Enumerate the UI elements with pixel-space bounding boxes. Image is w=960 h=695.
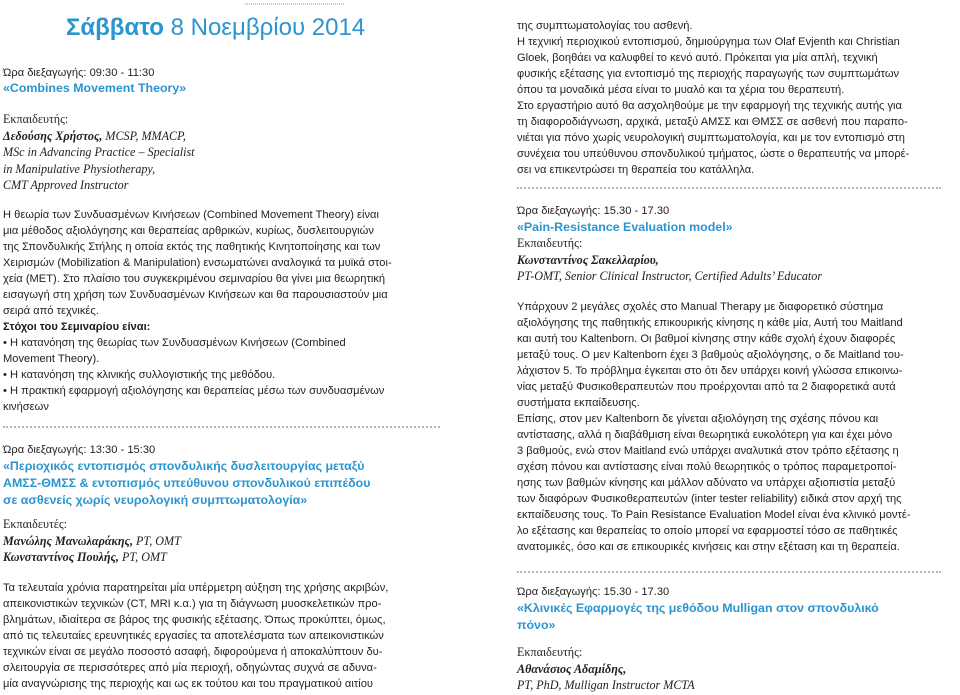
section-divider: [517, 187, 941, 189]
text-line: σει να επικεντρώσει τη θεραπεία του κατάλληλα.: [517, 164, 755, 176]
session4-time: Ώρα διεξαγωγής: 15.30 - 17.30: [517, 586, 670, 598]
instructor-label: Εκπαιδευτής:: [3, 112, 69, 126]
instructor-credential: PT-OMT, Senior Clinical Instructor, Certified Adults’ Educator: [517, 269, 823, 283]
top-decorative-bar: [245, 3, 345, 5]
session3-title: «Pain-Resistance Evaluation model»: [517, 220, 733, 234]
text-line: Η τεχνική περιοχικού εντοπισμού, δημιούργημα των Olaf Evjenth και Christian: [517, 36, 900, 48]
text-line: φυσικής εξέτασης για εντοπισμό της περιοχής παραγωγής των συμπτωμάτων: [517, 68, 900, 80]
text-line: νιέται για πόνο χωρίς νευρολογική συμπτωματολογία, και με τον εντοπισμό στη: [517, 132, 905, 144]
session3-time: Ώρα διεξαγωγής: 15.30 - 17.30: [517, 205, 670, 217]
text-line: Στο εργαστήριο αυτό θα ασχοληθούμε με την εφαρμογή της τεχνικής αυτής για: [517, 100, 902, 112]
goal-item-continued: Movement Theory).: [3, 353, 100, 365]
day-heading: [66, 14, 365, 42]
text-line: μία αναγνώρισης της περιοχής και ως εκ τούτου και του πραγματικού αιτίου: [3, 678, 374, 690]
instructor-credential: MSc in Advancing Practice – Specialist: [3, 145, 195, 159]
instructor-credential: PT, OMT: [132, 533, 181, 548]
text-line: όπου τα μοναδικά μέσα είναι το μυαλό και τα χέρια του θεραπευτή.: [517, 84, 845, 96]
session1-time: Ώρα διεξαγωγής: 09:30 - 11:30: [3, 67, 155, 79]
text-line: της συμπτωματολογίας του ασθενή.: [517, 20, 693, 32]
text-line: και αυτή του Kaltenborn. Οι βαθμοί κίνησης στην κάθε σχολή έχουν διαφορές: [517, 333, 896, 345]
text-line: ανατομικές, όσο και σε επικουρικές κινήσεις και στην εξέταση και τη θεραπεία.: [517, 541, 900, 553]
text-line: απεικονιστικών τεχνικών (CT, MRI κ.α.) για τη διάγνωση μυοσκελετικών προ-: [3, 598, 382, 610]
instructor-credential: in Manipulative Physiotherapy,: [3, 161, 156, 176]
instructor-name: Κωνσταντίνος Σακελλαρίου,: [517, 252, 659, 267]
title-line: «Περιοχικός εντοπισμός σπονδυλικής δυσλειτουργίας μεταξύ: [3, 459, 365, 473]
text-line: 3 βαθμούς, ενώ στον Maitland ενώ υπάρχει αναλυτικά στον τρόπο εξέτασης η: [517, 445, 899, 457]
instructor-credential: CMT Approved Instructor: [3, 178, 129, 192]
instructor-line: [3, 128, 195, 145]
day-name: Σάββατο: [66, 14, 164, 41]
text-line: των διαφόρων Φυσικοθεραπευτών (inter tester reliability) ειδικά στον αρχή της: [517, 493, 902, 505]
text-line: σειρά από τεχνικές.: [3, 305, 99, 317]
session1-goals: [3, 319, 455, 415]
session4-title: [517, 600, 879, 634]
session2-description-continued: [517, 18, 960, 178]
text-line: μια μέθοδος αξιολόγησης και θεραπείας αρθρικών, κυρίως, δυσλειτουργιών: [3, 225, 374, 237]
title-line: πόνο»: [517, 618, 556, 632]
text-line: Τα τελευταία χρόνια παρατηρείται μία υπέρμετρη αύξηση της χρήσης ακριβών,: [3, 582, 389, 594]
session2-time: Ώρα διεξαγωγής: 13:30 - 15:30: [3, 444, 156, 456]
instructor-credential: MCSP, MMACP,: [102, 128, 186, 143]
text-line: σχέση πόνου και αντίστασης είναι πολύ θεωρητικός ο τρόπος παραμετροποί-: [517, 461, 897, 473]
instructor-name: Αθανάσιος Αδαμίδης,: [517, 661, 627, 676]
title-line: σε ασθενείς χωρίς νευρολογική συμπτωματολογία»: [3, 493, 308, 507]
text-line: εκπαίδευσης τους. To Pain Resistance Evaluation Model είναι ένα κλινικό μοντέ-: [517, 509, 911, 521]
text-line: σλειτουργία σε περισσότερες από μία περιοχή, οδηγώντας συχνά σε αδυνα-: [3, 662, 377, 674]
session1-title: «Combines Movement Theory»: [3, 81, 187, 95]
text-line: λάχιστον 5. Το πρόβλημα έγκειται στο ότι δεν υπάρχει κοινή γλώσσα επικοινω-: [517, 365, 903, 377]
text-line: Gloek, βοηθάει να καλυφθεί το κενό αυτό. Πρόκειται για μία απλή, τεχνική: [517, 52, 878, 64]
session3-description: [517, 299, 960, 555]
text-line: από τις τελευταίες ερευνητικές εργασίες τα αποτελέσματα των απεικονιστικών: [3, 630, 384, 642]
text-line: αντίστασης, αλλά η διαβάθμιση είναι θεωρητικά ευκολότερη για και έχει μόνο: [517, 429, 893, 441]
text-line: αξιολόγησης της παθητικής επικουρικής κίνησης η κάθε μία, Αυτή του Maitland: [517, 317, 903, 329]
text-line: Υπάρχουν 2 μεγάλες σχολές στο Manual Therapy με διαφορετικό σύστημα: [517, 301, 884, 313]
text-line: τεχνικών είναι σε μεγάλο ποσοστό ασαφή, διφορούμενα ή αποκαλύπτουν δυ-: [3, 646, 383, 658]
instructor-line: [3, 549, 181, 566]
instructor-line: [3, 533, 181, 550]
instructor-name: Κωνσταντίνος Πουλής,: [3, 550, 119, 564]
goal-item: • Η κατανόηση της θεωρίας των Συνδυασμένων Κινήσεων (Combined: [3, 335, 455, 351]
text-line: μεταξύ τους. Ο μεν Kaltenborn έχει 3 βαθμούς αξιολόγησης, ο δε Maitland του-: [517, 349, 904, 361]
text-line: Η θεωρία των Συνδυασμένων Κινήσεων (Combined Movement Theory) είναι: [3, 209, 379, 221]
text-line: εισαγωγή στη χρήση των Συνδυασμένων Κινήσεων και θα παρουσιαστούν μια: [3, 289, 388, 301]
text-line: ησης των βαθμών κίνησης και μάλλον αδύνατο να υπάρχει αξιοπιστία μεταξύ: [517, 477, 896, 489]
text-line: χεία (ΜΕΤ). Στο πλαίσιο του συγκεκριμένου σεμιναρίου θα γίνει μια θεωρητική: [3, 273, 386, 285]
goal-item: • Η πρακτική εφαρμογή αξιολόγησης και θεραπείας μέσω των συνδυασμένων: [3, 383, 455, 399]
text-line: τη διαφοροδιάγνωση, αρχικά, μεταξύ ΑΜΣΣ και ΘΜΣΣ σε ασθενή που παραπο-: [517, 116, 908, 128]
goal-item: • Η κατανόηση της κλινικής συλλογιστικής της μεθόδου.: [3, 367, 455, 383]
session2-title: [3, 458, 370, 509]
instructor-label: Εκπαιδευτής:: [517, 236, 583, 250]
session2-instructors: [3, 516, 181, 566]
session4-instructor: [517, 644, 695, 694]
instructor-name: Δεδούσης Χρήστος,: [3, 128, 103, 143]
text-line: νίας μεταξύ Φυσικοθεραπευτών που προέρχονται από τα 2 διαφορετικά αυτά: [517, 381, 896, 393]
session3-instructor: [517, 235, 822, 285]
instructor-credential: PT, OMT: [118, 550, 167, 564]
text-line: λο εξέτασης και θεραπείας το οποίο μπορεί να εφαρμοστεί τόσο σε παθητικές: [517, 525, 898, 537]
text-line: συνέχεια του υπεύθυνου σπονδυλικού τμήματος, ώστε ο θεραπευτής να μπορέ-: [517, 148, 910, 160]
instructor-credential: PT, PhD, Mulligan Instructor MCTA: [517, 678, 695, 692]
session2-description: [3, 580, 455, 692]
text-line: Χειρισμών (Mobilization & Manipulation) ενσωματώνει αναλογικά τα μυϊκά στοι-: [3, 257, 392, 269]
goal-item-continued: κινήσεων: [3, 401, 49, 413]
instructor-name: Μανώλης Μανωλαράκης,: [3, 533, 133, 548]
instructors-label: Εκπαιδευτές:: [3, 517, 68, 531]
title-line: «Κλινικές Εφαρμογές της μεθόδου Mulligan στον σπονδυλικό: [517, 601, 879, 615]
goals-heading: Στόχοι του Σεμιναρίου είναι:: [3, 321, 151, 333]
instructor-label: Εκπαιδευτής:: [517, 645, 583, 659]
day-date: 8 Νοεμβρίου 2014: [170, 14, 366, 41]
text-line: Επίσης, στον μεν Kaltenborn δε γίνεται αξιολόγηση της σχέσης πόνου και: [517, 413, 879, 425]
text-line: της Σπονδυλικής Στήλης η οποία εκτός της παθητικής Κινητοποίησης και των: [3, 241, 381, 253]
session1-instructor: [3, 111, 195, 194]
section-divider: [3, 426, 440, 428]
text-line: συστήματα εκπαίδευσης.: [517, 397, 640, 409]
text-line: βλημάτων, ιδιαίτερα σε βάρος της φυσικής εξέτασης. Όπως προκύπτει, όμως,: [3, 614, 386, 626]
section-divider: [517, 571, 941, 573]
title-line: ΑΜΣΣ-ΘΜΣΣ & εντοπισμός υπεύθυνου σπονδυλικού επιπέδου: [3, 476, 371, 490]
session1-description: [3, 207, 455, 319]
